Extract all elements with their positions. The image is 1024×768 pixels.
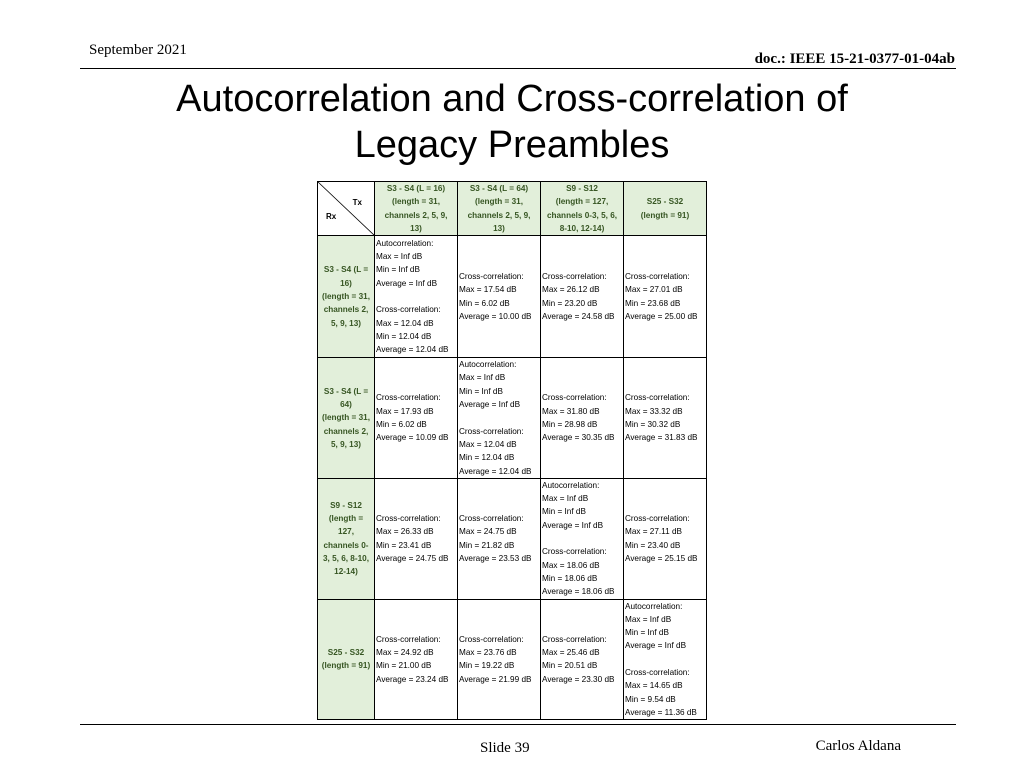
rx-row-header (318, 236, 375, 358)
cross-correlation-line: Average = 31.83 dB (625, 433, 698, 443)
cross-correlation-line: Average = 12.04 dB (376, 345, 449, 355)
cross-correlation-line: Cross-correlation: (459, 514, 524, 524)
cross-correlation-line: Max = 31.80 dB (542, 406, 600, 416)
cross-correlation-line: Min = 23.40 dB (625, 540, 681, 550)
autocorrelation-line: Average = Inf dB (625, 641, 687, 651)
slide-number: Slide 39 (480, 740, 530, 756)
column-header-line: 13) (493, 223, 505, 233)
cross-correlation-line: Max = 14.65 dB (625, 681, 683, 691)
cross-correlation-line: Cross-correlation: (542, 272, 607, 282)
column-header-line: channels 0-3, 5, 6, (546, 210, 618, 220)
column-header-line: channels 2, 5, 9, (384, 210, 448, 220)
header-rule (80, 68, 956, 69)
column-header-line: 13) (410, 223, 422, 233)
cross-correlation-cell (624, 358, 707, 479)
cross-correlation-line: Max = 12.04 dB (376, 318, 434, 328)
cross-correlation-line: Average = 23.30 dB (542, 674, 615, 684)
cross-correlation-line: Average = 25.15 dB (625, 553, 698, 563)
row-header-line: 16) (340, 278, 352, 288)
cross-correlation-line: Cross-correlation: (459, 426, 524, 436)
cross-correlation-line: Cross-correlation: (459, 272, 524, 282)
correlation-table (317, 181, 707, 720)
row-header-line: (length = 91) (321, 661, 371, 671)
table-row (318, 236, 707, 358)
autocorrelation-cell (375, 236, 458, 358)
cross-correlation-line: Average = 24.75 dB (376, 553, 449, 563)
cross-correlation-line: Min = 12.04 dB (459, 453, 515, 463)
cross-correlation-line: Min = 23.68 dB (625, 298, 681, 308)
slide-title-line-1: Autocorrelation and Cross-correlation of (176, 78, 848, 120)
table-row (318, 599, 707, 720)
column-header-line: channels 2, 5, 9, (467, 210, 531, 220)
cell-spacer (459, 411, 539, 424)
cross-correlation-cell (541, 358, 624, 479)
cell-spacer (625, 653, 705, 666)
cross-correlation-cell (624, 478, 707, 599)
cross-correlation-cell (375, 358, 458, 479)
cross-correlation-line: Average = 21.99 dB (459, 674, 532, 684)
column-header-line: (length = 31, (475, 197, 523, 207)
cross-correlation-line: Cross-correlation: (625, 272, 690, 282)
autocorrelation-line: Autocorrelation: (542, 480, 600, 490)
row-header-line: 5, 9, 13) (330, 318, 362, 328)
row-header-line: (length = 31, (322, 292, 370, 302)
autocorrelation-line: Min = Inf dB (625, 628, 669, 638)
cross-correlation-line: Min = 9.54 dB (625, 694, 676, 704)
row-header-line: 64) (340, 400, 352, 410)
tx-column-header (458, 182, 541, 236)
cross-correlation-cell (541, 236, 624, 358)
row-header-line: (length = 31, (322, 413, 370, 423)
cell-spacer (542, 532, 622, 545)
cross-correlation-line: Max = 17.54 dB (459, 285, 517, 295)
cross-correlation-line: Max = 18.06 dB (542, 560, 600, 570)
autocorrelation-line: Average = Inf dB (376, 278, 438, 288)
autocorrelation-cell (458, 358, 541, 479)
autocorrelation-line: Max = Inf dB (542, 494, 589, 504)
cross-correlation-line: Min = 20.51 dB (542, 661, 598, 671)
autocorrelation-line: Average = Inf dB (459, 400, 521, 410)
cross-correlation-line: Average = 23.24 dB (376, 674, 449, 684)
rx-row-header (318, 478, 375, 599)
cross-correlation-cell (458, 599, 541, 720)
corner-rx-label: Rx (326, 212, 337, 221)
cross-correlation-line: Max = 24.92 dB (376, 648, 434, 658)
row-header-line: 12-14) (334, 567, 358, 577)
cross-correlation-line: Min = 6.02 dB (459, 298, 510, 308)
cross-correlation-line: Average = 11.36 dB (625, 707, 697, 717)
cross-correlation-line: Cross-correlation: (542, 393, 607, 403)
slide-title (0, 76, 1024, 168)
autocorrelation-line: Autocorrelation: (625, 601, 683, 611)
cross-correlation-line: Min = 6.02 dB (376, 420, 427, 430)
cross-correlation-line: Min = 21.00 dB (376, 661, 432, 671)
cross-correlation-line: Cross-correlation: (625, 514, 690, 524)
cross-correlation-line: Max = 33.32 dB (625, 406, 683, 416)
cross-correlation-line: Average = 30.35 dB (542, 433, 615, 443)
cross-correlation-line: Cross-correlation: (625, 668, 690, 678)
cross-correlation-line: Average = 12.04 dB (459, 466, 532, 476)
tx-column-header (624, 182, 707, 236)
cross-correlation-line: Min = 12.04 dB (376, 331, 432, 341)
tx-column-header (375, 182, 458, 236)
autocorrelation-line: Min = Inf dB (376, 265, 420, 275)
footer-rule (80, 724, 956, 725)
autocorrelation-line: Max = Inf dB (625, 614, 672, 624)
cross-correlation-line: Min = 30.32 dB (625, 420, 681, 430)
cross-correlation-line: Average = 10.00 dB (459, 311, 532, 321)
column-header-line: S9 - S12 (566, 184, 598, 193)
header-doc-id: doc.: IEEE 15-21-0377-01-04ab (754, 51, 955, 67)
autocorrelation-line: Autocorrelation: (459, 360, 517, 370)
autocorrelation-line: Max = Inf dB (376, 252, 423, 262)
autocorrelation-cell (624, 599, 707, 720)
cross-correlation-line: Average = 25.00 dB (625, 311, 698, 321)
cross-correlation-line: Average = 23.53 dB (459, 553, 532, 563)
autocorrelation-cell (541, 478, 624, 599)
row-header-line: 127, (338, 527, 354, 537)
autocorrelation-line: Average = Inf dB (542, 520, 604, 530)
cross-correlation-line: Max = 26.12 dB (542, 285, 600, 295)
cross-correlation-cell (624, 236, 707, 358)
cross-correlation-cell (458, 478, 541, 599)
cross-correlation-line: Cross-correlation: (376, 393, 441, 403)
cross-correlation-line: Max = 27.01 dB (625, 285, 683, 295)
column-header-line: (length = 31, (392, 197, 440, 207)
cross-correlation-line: Min = 23.20 dB (542, 298, 598, 308)
row-header-line: channels 2, (323, 426, 369, 436)
column-header-line: 8-10, 12-14) (559, 223, 605, 233)
row-header-line: channels 0- (323, 540, 369, 550)
footer-author: Carlos Aldana (815, 738, 901, 754)
cross-correlation-line: Cross-correlation: (459, 634, 524, 644)
header-date: September 2021 (89, 42, 187, 58)
cross-correlation-cell (375, 478, 458, 599)
column-header-line: S3 - S4 (L = 16) (386, 184, 446, 193)
column-header-line: (length = 91) (640, 210, 690, 220)
row-header-line: 5, 9, 13) (330, 439, 362, 449)
cross-correlation-line: Max = 26.33 dB (376, 527, 434, 537)
cell-spacer (376, 290, 456, 303)
row-header-line: S25 - S32 (327, 648, 365, 658)
column-header-line: (length = 127, (555, 197, 609, 207)
rx-row-header (318, 358, 375, 479)
cross-correlation-line: Average = 18.06 dB (542, 587, 615, 597)
cross-correlation-line: Min = 18.06 dB (542, 573, 598, 583)
cross-correlation-line: Max = 23.76 dB (459, 648, 517, 658)
cross-correlation-line: Min = 19.22 dB (459, 661, 515, 671)
cross-correlation-line: Max = 27.11 dB (625, 527, 682, 537)
diagonal-divider (318, 182, 375, 236)
row-header-line: S3 - S4 (L = (323, 265, 369, 275)
cross-correlation-line: Max = 24.75 dB (459, 527, 517, 537)
cross-correlation-line: Max = 17.93 dB (376, 406, 434, 416)
autocorrelation-line: Max = Inf dB (459, 373, 506, 383)
tx-column-header (541, 182, 624, 236)
cross-correlation-line: Min = 23.41 dB (376, 540, 432, 550)
cross-correlation-line: Cross-correlation: (625, 393, 690, 403)
cross-correlation-line: Cross-correlation: (376, 634, 441, 644)
autocorrelation-line: Min = Inf dB (459, 386, 503, 396)
row-header-line: S9 - S12 (330, 500, 362, 510)
row-header-line: (length = (328, 514, 364, 524)
table-row (318, 478, 707, 599)
cross-correlation-line: Cross-correlation: (376, 514, 441, 524)
cross-correlation-line: Min = 28.98 dB (542, 420, 598, 430)
cross-correlation-cell (458, 236, 541, 358)
cross-correlation-cell (375, 599, 458, 720)
cross-correlation-line: Cross-correlation: (376, 305, 441, 315)
cross-correlation-line: Max = 25.46 dB (542, 648, 600, 658)
row-header-line: 3, 5, 6, 8-10, (323, 553, 369, 563)
corner-tx-label: Tx (352, 198, 362, 207)
column-header-line: S3 - S4 (L = 64) (469, 184, 529, 193)
cross-correlation-line: Cross-correlation: (542, 547, 607, 557)
autocorrelation-line: Min = Inf dB (542, 507, 586, 517)
row-header-line: channels 2, (323, 305, 369, 315)
table-row (318, 358, 707, 479)
cross-correlation-cell (541, 599, 624, 720)
rx-row-header (318, 599, 375, 720)
table-header-row (318, 182, 707, 236)
autocorrelation-line: Autocorrelation: (376, 238, 434, 248)
column-header-line: S25 - S32 (646, 197, 684, 207)
cross-correlation-line: Max = 12.04 dB (459, 439, 517, 449)
cross-correlation-line: Average = 10.09 dB (376, 433, 449, 443)
cross-correlation-line: Min = 21.82 dB (459, 540, 515, 550)
slide-title-line-2: Legacy Preambles (354, 124, 670, 166)
row-header-line: S3 - S4 (L = (323, 386, 369, 396)
corner-cell (318, 182, 375, 236)
cross-correlation-line: Average = 24.58 dB (542, 311, 615, 321)
cross-correlation-line: Cross-correlation: (542, 634, 607, 644)
diagonal-line (318, 182, 375, 236)
